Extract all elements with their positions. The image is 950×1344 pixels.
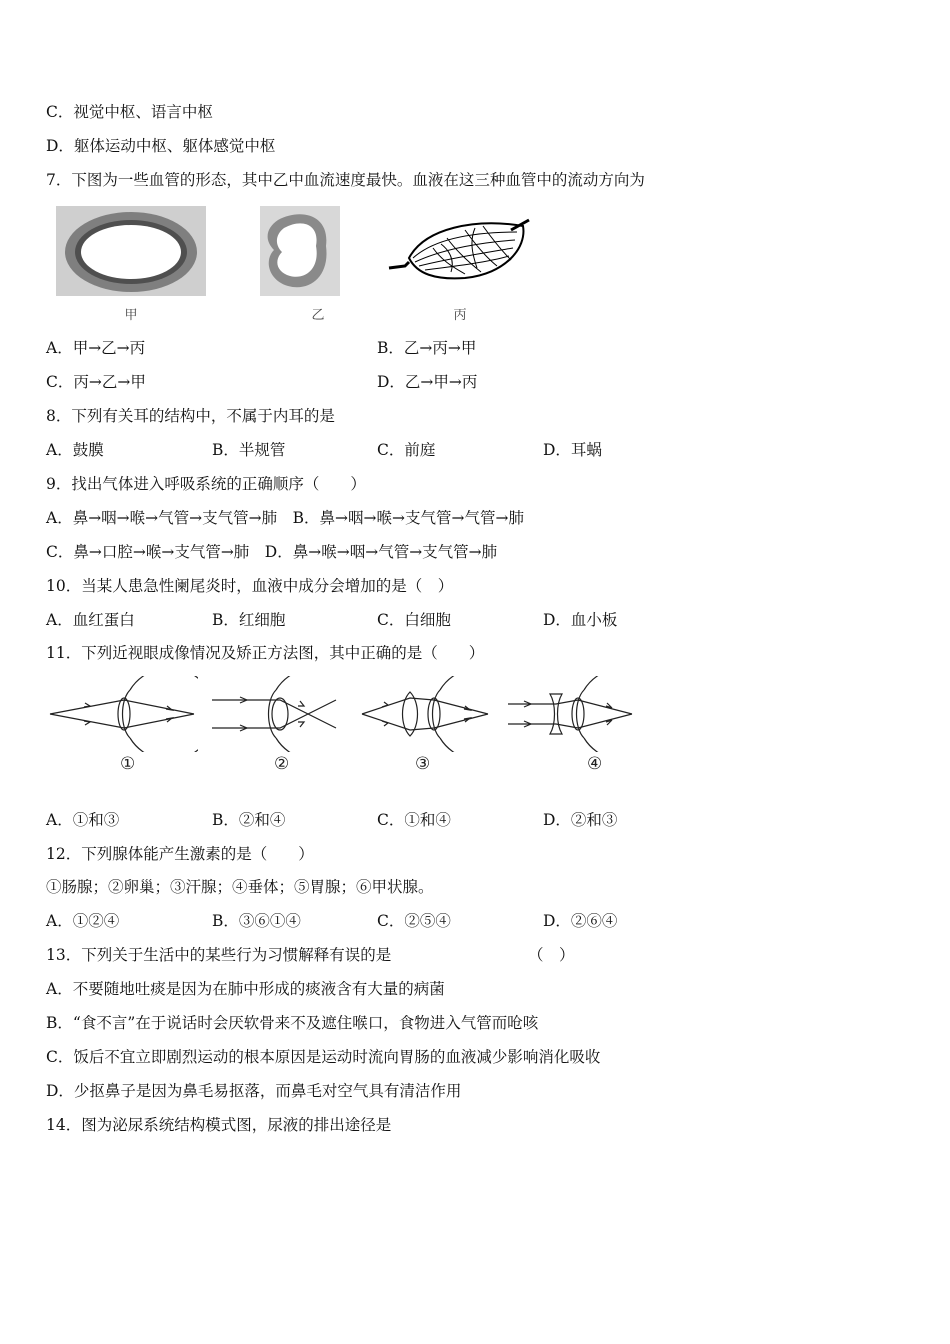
eye-label-4: ④ bbox=[587, 754, 603, 774]
vein-figure bbox=[260, 206, 340, 296]
q7-option-a: A．甲→乙→丙 bbox=[46, 339, 146, 357]
capillary-figure bbox=[385, 208, 530, 288]
eye-label-2: ② bbox=[274, 754, 290, 774]
q14-stem: 14．图为泌尿系统结构模式图，尿液的排出途径是 bbox=[46, 1116, 392, 1134]
q6-option-d: D．躯体运动中枢、躯体感觉中枢 bbox=[46, 137, 276, 155]
eye-diagram-2 bbox=[210, 676, 340, 752]
q12-stem: 12．下列腺体能产生激素的是（ ） bbox=[46, 845, 314, 863]
caption-bing: 丙 bbox=[453, 308, 467, 323]
q8-stem: 8．下列有关耳的结构中，不属于内耳的是 bbox=[46, 407, 335, 425]
q13-stem: 13．下列关于生活中的某些行为习惯解释有误的是 bbox=[46, 946, 392, 964]
q13-option-a: A．不要随地吐痰是因为在肺中形成的痰液含有大量的病菌 bbox=[46, 980, 445, 998]
q13-answer-bracket: （ ） bbox=[528, 946, 575, 964]
eye-label-3: ③ bbox=[415, 754, 431, 774]
q12-list: ①肠腺；②卵巢；③汗腺；④垂体；⑤胃腺；⑥甲状腺。 bbox=[46, 878, 434, 896]
q8-option-b: B．半规管 bbox=[212, 441, 286, 459]
q12-option-a: A．①②④ bbox=[46, 912, 120, 930]
q8-option-c: C．前庭 bbox=[377, 441, 436, 459]
q8-option-a: A．鼓膜 bbox=[46, 441, 104, 459]
q10-option-a: A．血红蛋白 bbox=[46, 611, 135, 629]
q9-options-row1: A．鼻→咽→喉→气管→支气管→肺 B．鼻→咽→喉→支气管→气管→肺 bbox=[46, 509, 524, 527]
q12-option-c: C．②⑤④ bbox=[377, 912, 451, 930]
q6-option-c: C．视觉中枢、语言中枢 bbox=[46, 103, 213, 121]
q7-option-b: B．乙→丙→甲 bbox=[377, 339, 477, 357]
q11-option-c: C．①和④ bbox=[377, 811, 451, 829]
q10-stem: 10．当某人患急性阑尾炎时，血液中成分会增加的是（ ） bbox=[46, 577, 454, 595]
q8-option-d: D．耳蜗 bbox=[543, 441, 602, 459]
q13-option-b: B．“食不言”在于说话时会厌软骨来不及遮住喉口，食物进入气管而呛咳 bbox=[46, 1014, 539, 1032]
q10-option-b: B．红细胞 bbox=[212, 611, 286, 629]
q11-option-b: B．②和④ bbox=[212, 811, 286, 829]
q11-stem: 11．下列近视眼成像情况及矫正方法图，其中正确的是（ ） bbox=[46, 644, 485, 662]
eye-diagram-4 bbox=[506, 676, 638, 752]
q10-option-d: D．血小板 bbox=[543, 611, 618, 629]
q11-option-d: D．②和③ bbox=[543, 811, 618, 829]
q9-stem: 9．找出气体进入呼吸系统的正确顺序（ ） bbox=[46, 475, 366, 493]
q7-option-c: C．丙→乙→甲 bbox=[46, 373, 146, 391]
q13-option-c: C．饭后不宜立即剧烈运动的根本原因是运动时流向胃肠的血液减少影响消化吸收 bbox=[46, 1048, 601, 1066]
q7-stem: 7．下图为一些血管的形态，其中乙中血流速度最快。血液在这三种血管中的流动方向为 bbox=[46, 171, 645, 189]
caption-yi: 乙 bbox=[311, 308, 325, 323]
q10-option-c: C．白细胞 bbox=[377, 611, 451, 629]
artery-figure bbox=[56, 206, 206, 296]
eye-diagram-3 bbox=[360, 676, 495, 752]
q12-option-d: D．②⑥④ bbox=[543, 912, 618, 930]
eye-label-1: ① bbox=[120, 754, 136, 774]
q7-option-d: D．乙→甲→丙 bbox=[377, 373, 478, 391]
q9-options-row2: C．鼻→口腔→喉→支气管→肺 D．鼻→喉→咽→气管→支气管→肺 bbox=[46, 543, 498, 561]
caption-jia: 甲 bbox=[124, 308, 138, 323]
q12-option-b: B．③⑥①④ bbox=[212, 912, 301, 930]
q11-option-a: A．①和③ bbox=[46, 811, 120, 829]
eye-diagram-1 bbox=[48, 676, 198, 752]
q13-option-d: D．少抠鼻子是因为鼻毛易抠落，而鼻毛对空气具有清洁作用 bbox=[46, 1082, 462, 1100]
